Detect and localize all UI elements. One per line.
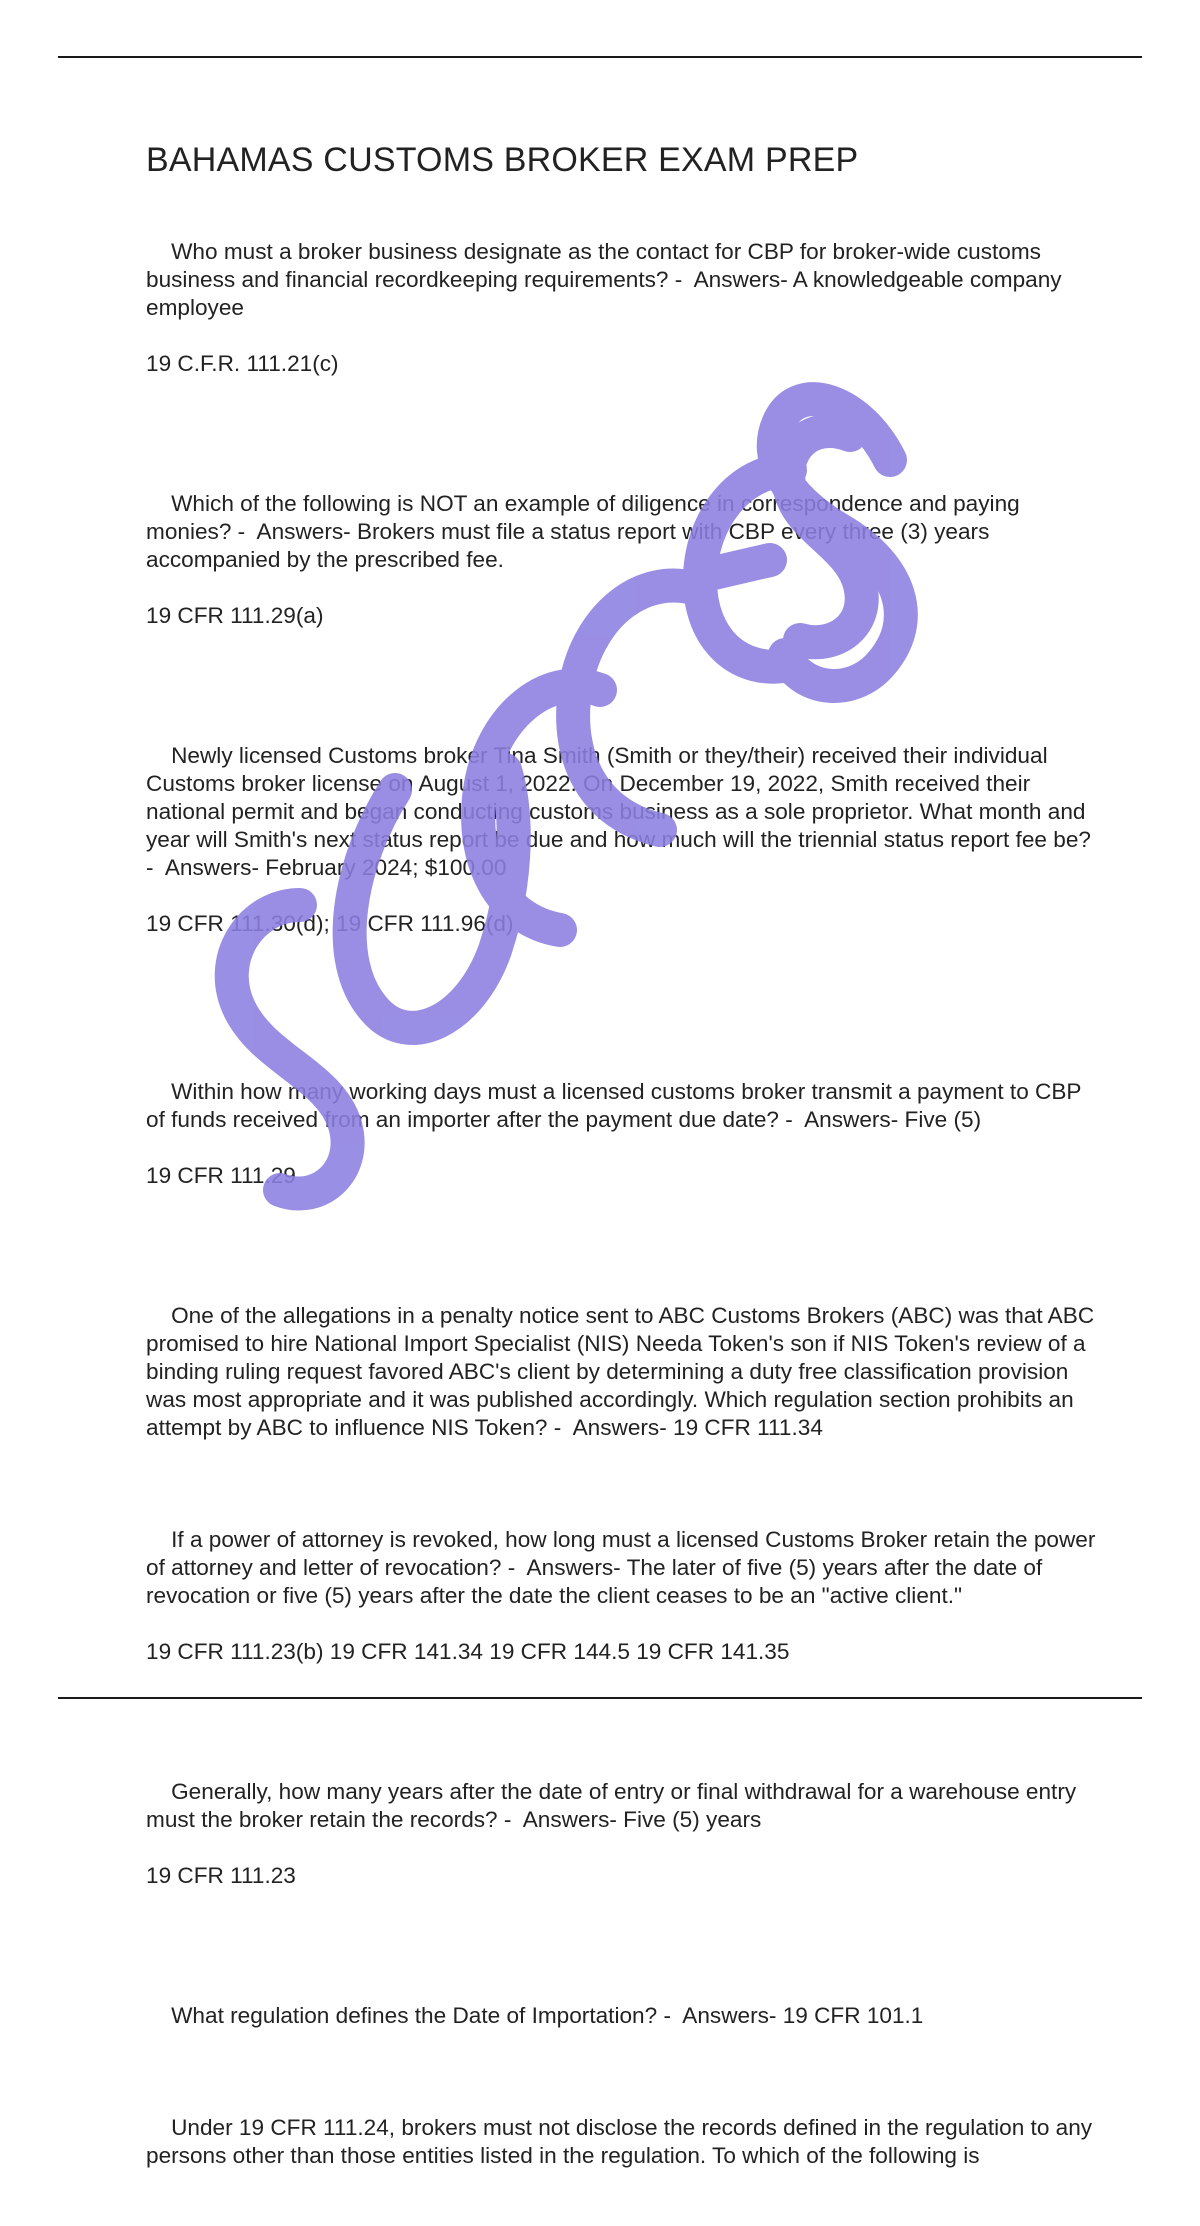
qa-entry [146, 1274, 1101, 1470]
qa-text: Generally, how many years after the date of entry or final withdrawal for a warehouse entry must the broker retain the records? - Answers- Five (5) years [146, 1779, 1083, 1832]
qa-entry [146, 714, 1096, 994]
regulation-reference: 19 CFR 111.23(b) 19 CFR 141.34 19 CFR 144.5 19 CFR 141.35 [146, 1639, 790, 1664]
qa-text: Under 19 CFR 111.24, brokers must not disclose the records defined in the regulation to any persons other than those entities listed in the regulation. To which of the following is [146, 2115, 1099, 2168]
qa-text: What regulation defines the Date of Importation? - Answers- 19 CFR 101.1 [171, 2003, 924, 2028]
qa-text: One of the allegations in a penalty notice sent to ABC Customs Brokers (ABC) was that ABC promised to hire National Import Specialist (NIS) Needa Token's son if NIS Token's review of a binding ruling request favored ABC's client by determining a duty free classification provision was most appropriate and it was published accordingly. Which regulation section prohibits an attempt by ABC to influence NIS Token? - Answers- 19 CFR 111.34 [146, 1303, 1101, 1440]
regulation-reference: 19 CFR 111.29 [146, 1163, 296, 1188]
qa-entry [146, 2086, 1099, 2198]
qa-text: Newly licensed Customs broker Tina Smith (Smith or they/their) received their individual Customs broker license on August 1, 2022. On December 19, 2022, Smith received their national permit and began conducting customs business as a sole proprietor. What month and year will Smith's next status report be due and how much will the triennial status report fee be? - Answers- February 2024; $100.00 [146, 743, 1098, 880]
qa-text: If a power of attorney is revoked, how long must a licensed Customs Broker retain the power of attorney and letter of revocation? - Answers- The later of five (5) years after the date of revocation or five (5) years after the date the client ceases to be an "active client." [146, 1527, 1102, 1608]
qa-entry [146, 1750, 1096, 1946]
document-title: BAHAMAS CUSTOMS BROKER EXAM PREP [146, 141, 859, 179]
qa-text: Which of the following is NOT an example of diligence in correspondence and paying monies? - Answers- Brokers must file a status report with CBP every three (3) years accompanied by the prescribed fee. [146, 491, 1026, 572]
regulation-reference: 19 CFR 111.23 [146, 1863, 296, 1888]
qa-entry [146, 210, 1096, 434]
regulation-reference: 19 CFR 111.29(a) [146, 603, 324, 628]
qa-entry [146, 1974, 1096, 2058]
top-rule [58, 56, 1142, 58]
regulation-reference: 19 CFR 111.30(d); 19 CFR 111.96(d) [146, 911, 514, 936]
qa-text: Within how many working days must a licensed customs broker transmit a payment to CBP of funds received from an importer after the payment due date? - Answers- Five (5) [146, 1079, 1088, 1132]
qa-entry [146, 462, 1096, 686]
qa-entry [146, 1498, 1102, 1722]
document-page [146, 140, 1102, 2226]
qa-entry [146, 1050, 1096, 1246]
regulation-reference: 19 C.F.R. 111.21(c) [146, 351, 339, 376]
qa-text: Who must a broker business designate as the contact for CBP for broker-wide customs business and financial recordkeeping requirements? - Answers- A knowledgeable company employee [146, 239, 1068, 320]
